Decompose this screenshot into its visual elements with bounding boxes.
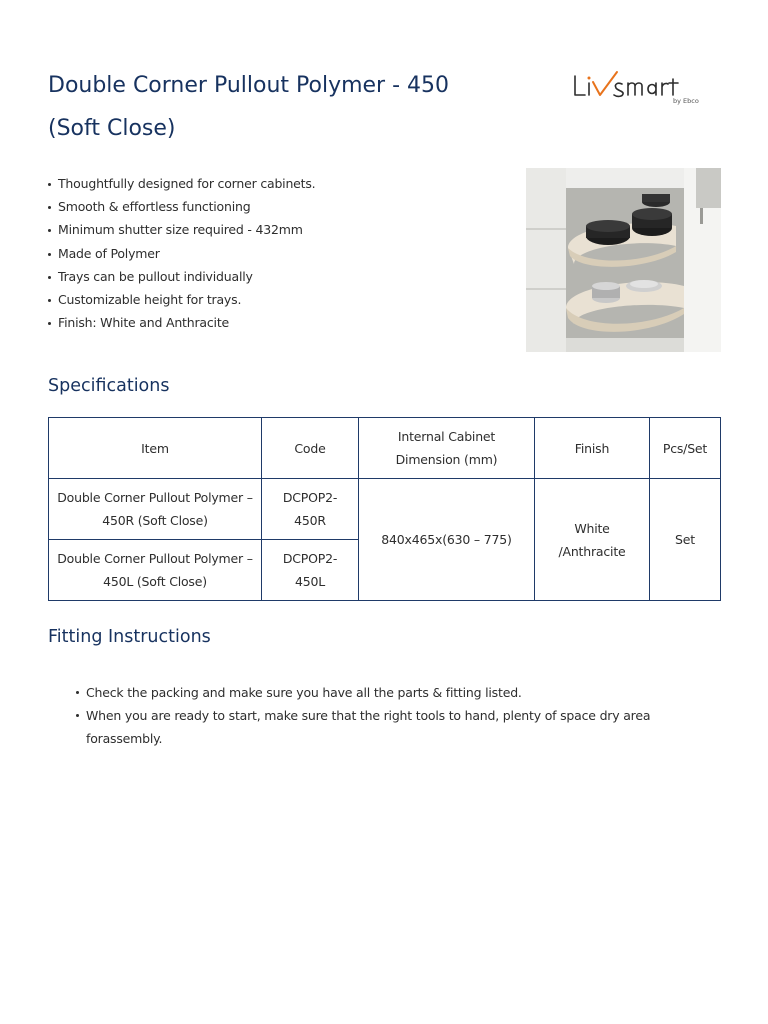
column-header-pcs-set: Pcs/Set [650, 418, 721, 479]
fitting-instructions-list [74, 681, 674, 750]
brand-tagline: by Ebco [673, 97, 699, 105]
feature-item: Made of Polymer [48, 242, 315, 265]
feature-item: Smooth & effortless functioning [48, 195, 315, 218]
instruction-item: Check the packing and make sure you have all the parts & fitting listed. [74, 681, 674, 704]
item-cell: Double Corner Pullout Polymer – 450R (Soft Close) [49, 479, 262, 540]
code-cell: DCPOP2-450L [262, 540, 359, 601]
code-cell: DCPOP2-450R [262, 479, 359, 540]
column-header-item: Item [49, 418, 262, 479]
column-header-finish: Finish [535, 418, 650, 479]
brand-logo-mark [575, 72, 678, 96]
feature-item: Customizable height for trays. [48, 288, 315, 311]
column-header-code: Code [262, 418, 359, 479]
page-title: Double Corner Pullout Polymer - 450 (Soft Close) [48, 73, 450, 141]
feature-item: Minimum shutter size required - 432mm [48, 218, 315, 241]
fitting-instructions-heading: Fitting Instructions [48, 627, 211, 647]
finish-cell: White /Anthracite [535, 479, 650, 601]
product-image [526, 168, 721, 352]
feature-list [48, 172, 315, 334]
column-header-dimension: Internal Cabinet Dimension (mm) [359, 418, 535, 479]
table-header-row [49, 418, 721, 479]
dimension-cell: 840x465x(630 – 775) [359, 479, 535, 601]
table-row [49, 479, 721, 540]
specifications-heading: Specifications [48, 376, 170, 396]
specifications-table [48, 417, 721, 601]
instruction-item: When you are ready to start, make sure that the right tools to hand, plenty of space dry area forassembly. [74, 704, 674, 750]
pcs-set-cell: Set [650, 479, 721, 601]
item-cell: Double Corner Pullout Polymer – 450L (Soft Close) [49, 540, 262, 601]
brand-logo [572, 70, 707, 106]
feature-item: Trays can be pullout individually [48, 265, 315, 288]
feature-item: Thoughtfully designed for corner cabinets. [48, 172, 315, 195]
feature-item: Finish: White and Anthracite [48, 311, 315, 334]
